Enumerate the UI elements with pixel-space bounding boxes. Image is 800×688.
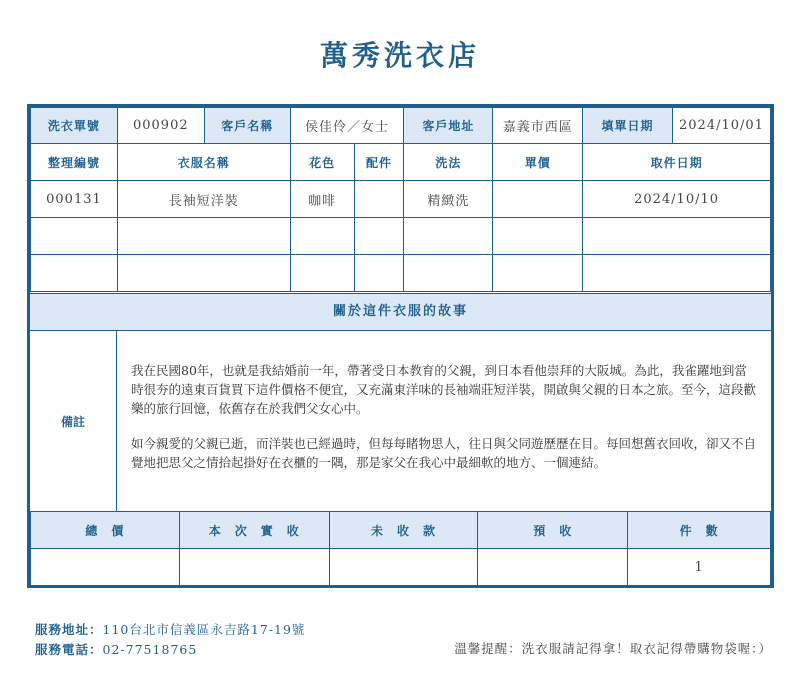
total-price-value [31, 549, 180, 586]
col-accessory: 配件 [354, 144, 404, 181]
service-phone-label: 服務電話： [35, 642, 103, 657]
story-paragraph: 如今親愛的父親已逝，而洋裝也已經過時，但每每睹物思人，往日與父同遊歷歷在目。每回想舊衣回收，卻又不自覺地把思父之情拾起掛好在衣櫃的一隅，那是家父在我心中最細軟的地方、一個連結。 [131, 436, 757, 470]
laundry-form [27, 104, 774, 588]
order-no-label: 洗衣單號 [31, 108, 118, 144]
cell [31, 255, 118, 292]
date-label: 填單日期 [583, 108, 673, 144]
col-pickup-date: 取件日期 [583, 144, 771, 181]
contact-info [35, 620, 305, 660]
cell: 咖啡 [290, 181, 354, 218]
service-address: 110台北市信義區永吉路17-19號 [102, 622, 306, 637]
shop-title: 萬秀洗衣店 [319, 39, 480, 72]
count-label: 件 數 [628, 512, 771, 549]
count-value: 1 [628, 549, 771, 586]
table-row [31, 218, 771, 255]
cell [31, 218, 118, 255]
totals-table [30, 511, 771, 586]
unpaid-value [329, 549, 478, 586]
cell [354, 181, 404, 218]
address-value: 嘉義市西區 [493, 108, 583, 144]
cell [583, 255, 771, 292]
cell [290, 255, 354, 292]
cell [354, 218, 404, 255]
address-label: 客戶地址 [404, 108, 493, 144]
unpaid-label: 未 收 款 [329, 512, 478, 549]
col-garment-name: 衣服名稱 [117, 144, 290, 181]
received-value [179, 549, 329, 586]
reminder-text: 溫馨提醒：洗衣服請記得拿！取衣記得帶購物袋喔：） [454, 641, 772, 656]
order-no-value: 000902 [117, 108, 204, 144]
cell [493, 181, 583, 218]
cell [117, 255, 290, 292]
story-paragraph: 我在民國80年，也就是我結婚前一年，帶著受日本教育的父親，到日本看他崇拜的大阪城。為此，我雀躍地到當時很夯的遠東百貨買下這件價格不便宜，又充滿東洋味的長袖端莊短洋裝，開啟與父親的日本之旅。至今，這段歡樂的旅行回憶，依舊存在於我們父女心中。 [131, 363, 757, 416]
prepaid-label: 預 收 [478, 512, 628, 549]
total-price-label: 總 價 [31, 512, 180, 549]
story-heading: 關於這件衣服的故事 [30, 293, 771, 331]
cell [583, 218, 771, 255]
cell: 000131 [31, 181, 118, 218]
col-wash-method: 洗法 [404, 144, 493, 181]
col-unit-price: 單價 [493, 144, 583, 181]
customer-label: 客戶名稱 [204, 108, 290, 144]
cell [354, 255, 404, 292]
cell: 長袖短洋裝 [117, 181, 290, 218]
table-row [31, 255, 771, 292]
table-row [31, 181, 771, 218]
service-phone: 02-77518765 [102, 642, 198, 657]
cell [290, 218, 354, 255]
cell: 精緻洗 [404, 181, 493, 218]
prepaid-value [478, 549, 628, 586]
received-label: 本 次 實 收 [179, 512, 329, 549]
totals-value-row [31, 549, 771, 586]
cell [493, 255, 583, 292]
note-label: 備註 [30, 331, 117, 511]
story-text [117, 331, 771, 511]
service-address-label: 服務地址： [35, 622, 103, 637]
customer-value: 侯佳伶／女士 [290, 108, 404, 144]
cell [404, 218, 493, 255]
cell [493, 218, 583, 255]
items-table [30, 143, 771, 292]
items-header-row [31, 144, 771, 181]
totals-header-row [31, 512, 771, 549]
cell [117, 218, 290, 255]
order-header-table [30, 107, 771, 144]
cell: 2024/10/10 [583, 181, 771, 218]
cell [404, 255, 493, 292]
col-color: 花色 [290, 144, 354, 181]
date-value: 2024/10/01 [672, 108, 770, 144]
col-sort-no: 整理編號 [31, 144, 118, 181]
